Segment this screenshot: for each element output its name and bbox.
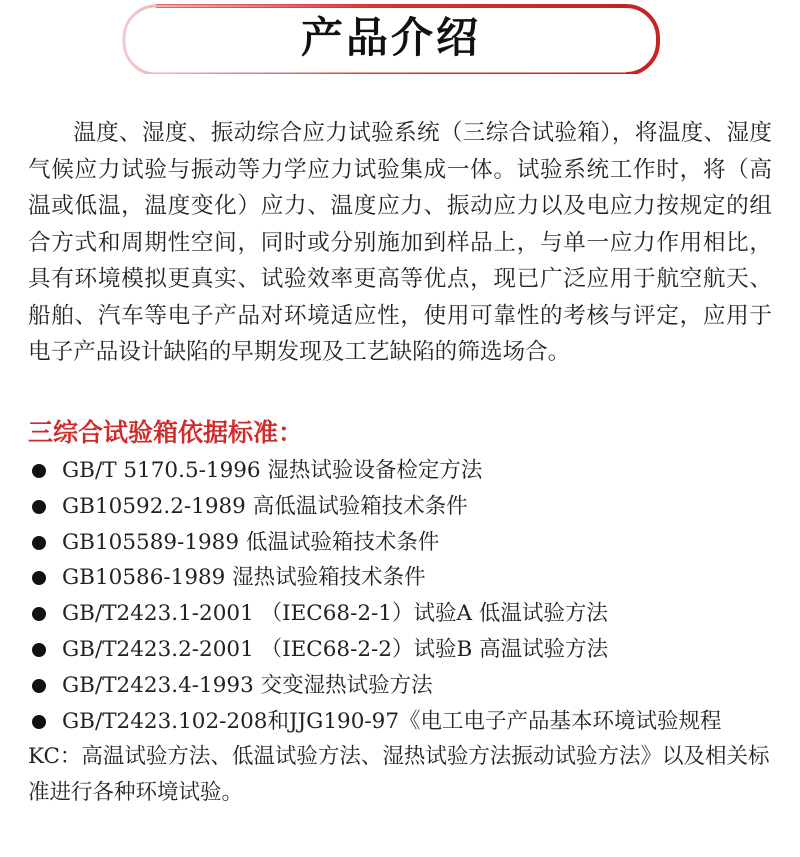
standard-item: [28, 596, 772, 632]
standard-item: [28, 632, 772, 668]
standard-item: [28, 560, 772, 596]
standards-list: [28, 453, 772, 811]
standards-heading: 三综合试验箱依据标准：: [28, 418, 304, 447]
bullet-icon: [32, 464, 46, 478]
standard-item-text: GB/T2423.2-2001 （IEC68-2-2）试验B 高温试验方法: [62, 636, 609, 662]
bullet-icon: [32, 679, 46, 693]
bullet-icon: [32, 607, 46, 621]
page-title: 产品介绍: [300, 13, 481, 62]
standard-item-text: GB10592.2-1989 高低温试验箱技术条件: [62, 493, 468, 519]
bullet-icon: [32, 536, 46, 550]
bullet-icon: [32, 500, 46, 514]
title-banner: [120, 2, 662, 74]
standard-item-text: GB/T2423.4-1993 交变湿热试验方法: [62, 672, 433, 698]
standard-item: [28, 668, 772, 704]
bullet-icon: [32, 715, 46, 729]
bullet-icon: [32, 643, 46, 657]
intro-paragraph: 温度、湿度、振动综合应力试验系统（三综合试验箱），将温度、湿度气候应力试验与振动等力学应力试验集成一体。试验系统工作时，将（高温或低温，温度变化）应力、温度应力、振动应力以及电应力按规定的组合方式和周期性空间，同时或分别施加到样品上，与单一应力作用相比，具有环境模拟更真实、试验效率更高等优点，现已广泛应用于航空航天、船舶、汽车等电子产品对环境适应性，使用可靠性的考核与评定，应用于电子产品设计缺陷的早期发现及工艺缺陷的筛选场合。: [28, 120, 772, 365]
bullet-icon: [32, 571, 46, 585]
standard-item: [28, 525, 772, 561]
standard-item-text: GB/T2423.1-2001 （IEC68-2-1）试验A 低温试验方法: [62, 601, 608, 627]
standard-item-text: GB/T 5170.5-1996 湿热试验设备检定方法: [62, 458, 483, 483]
standard-item-text: GB/T2423.102-208和JJG190-97《电工电子产品基本环境试验规程 KC：高温试验方法、低温试验方法、湿热试验方法振动试验方法》以及相关标准进行各种环境试验。: [28, 708, 770, 806]
standard-item: [28, 704, 772, 811]
standard-item-text: GB105589-1989 低温试验箱技术条件: [62, 529, 440, 555]
standard-item: [28, 453, 772, 489]
standard-item: [28, 489, 772, 525]
standard-item-text: GB10586-1989 湿热试验箱技术条件: [62, 565, 426, 591]
